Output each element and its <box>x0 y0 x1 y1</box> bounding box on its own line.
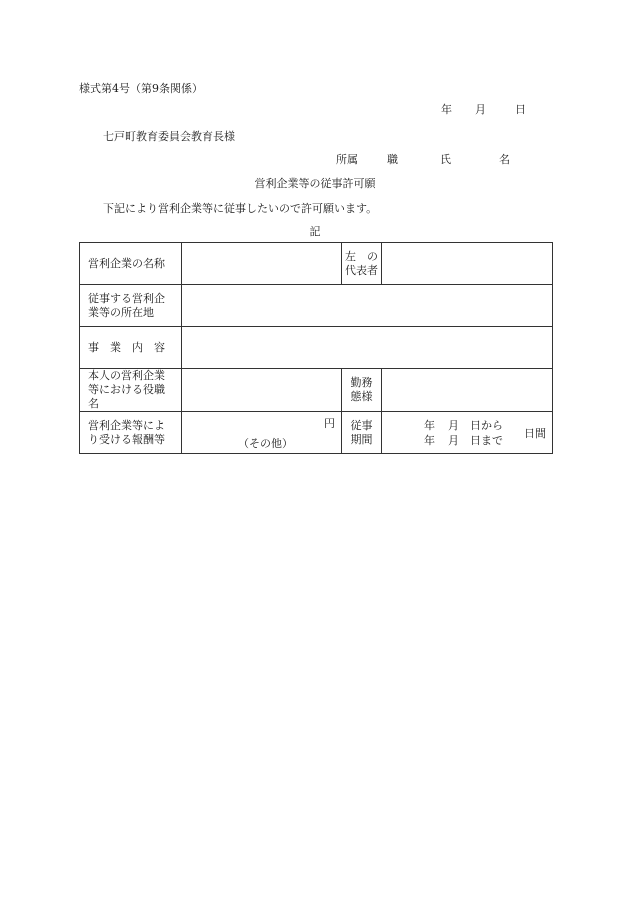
to-day: 日まで <box>470 434 503 447</box>
position-label-1: 本人の営利企業 <box>88 369 165 382</box>
position-label-3: 名 <box>88 397 99 410</box>
body-text: 下記により営利企業等に従事したいので許可願います。 <box>103 202 378 215</box>
pay-other-note: （その他） <box>238 437 293 450</box>
document-title: 営利企業等の従事許可願 <box>254 177 376 190</box>
position-label <box>80 369 182 412</box>
ki-marker: 記 <box>309 225 321 238</box>
from-year: 年 <box>424 419 435 432</box>
addressee: 七戸町教育委員会教育長様 <box>103 130 235 143</box>
work-style-label <box>342 369 382 412</box>
pay-label-2: り受ける報酬等 <box>88 432 165 446</box>
to-year: 年 <box>424 434 435 447</box>
from-month: 月 <box>448 419 459 432</box>
applicant-name-1: 氏 <box>440 153 451 166</box>
to-month: 月 <box>448 434 459 447</box>
applicant-line <box>336 154 510 165</box>
company-name-label: 営利企業の名称 <box>80 243 182 285</box>
representative-label-1: 左 の <box>345 249 378 263</box>
work-style-value[interactable] <box>382 369 553 412</box>
location-label <box>80 285 182 327</box>
yen-unit: 円 <box>324 417 335 430</box>
work-style-label-1: 勤務 <box>350 376 373 389</box>
form-number: 様式第4号（第9条関係） <box>79 82 203 95</box>
applicant-affiliation: 所属 <box>336 153 358 166</box>
period-label-2: 期間 <box>350 432 373 446</box>
business-value[interactable] <box>182 327 553 369</box>
business-label <box>80 327 182 369</box>
representative-label <box>342 243 382 285</box>
row-company-name <box>80 243 553 285</box>
position-value[interactable] <box>182 369 342 412</box>
period-dates <box>424 418 503 448</box>
application-table <box>79 242 553 454</box>
date-line <box>441 104 526 115</box>
location-value[interactable] <box>182 285 553 327</box>
from-day: 日から <box>470 419 503 432</box>
applicant-post: 職 <box>387 153 398 166</box>
period-days: 日間 <box>524 427 546 440</box>
pay-label <box>80 412 182 454</box>
period-value[interactable] <box>382 412 553 454</box>
representative-value[interactable] <box>382 243 553 285</box>
position-label-2: 等における役職 <box>88 383 165 396</box>
date-month: 月 <box>475 103 486 116</box>
row-business <box>80 327 553 369</box>
period-label-1: 従事 <box>350 418 373 432</box>
business-char-1: 事 <box>88 340 99 354</box>
period-to <box>424 433 503 448</box>
applicant-name-2: 名 <box>499 153 510 166</box>
work-style-label-2: 態様 <box>350 390 373 403</box>
date-year: 年 <box>441 103 452 116</box>
period-label <box>342 412 382 454</box>
date-day: 日 <box>515 103 526 116</box>
business-char-2: 業 <box>110 340 121 354</box>
business-char-4: 容 <box>154 340 165 354</box>
row-pay <box>80 412 553 454</box>
pay-value[interactable] <box>182 412 342 454</box>
location-label-2: 業等の所在地 <box>88 305 154 319</box>
business-char-3: 内 <box>132 340 143 354</box>
representative-label-2: 代表者 <box>345 263 378 277</box>
location-label-1: 従事する営利企 <box>88 291 165 305</box>
period-from <box>424 418 503 433</box>
row-position <box>80 369 553 412</box>
company-name-value[interactable] <box>182 243 342 285</box>
pay-label-1: 営利企業等によ <box>88 418 165 432</box>
row-location <box>80 285 553 327</box>
